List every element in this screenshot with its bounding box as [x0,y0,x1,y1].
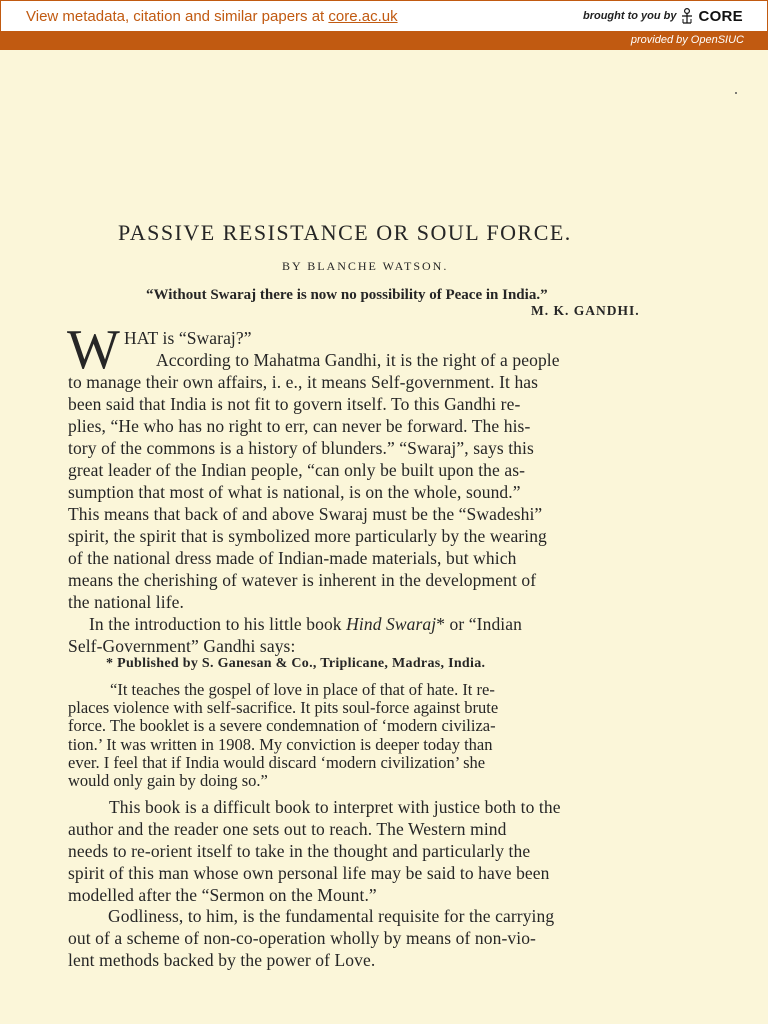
body-line: out of a scheme of non-co-operation wholly by means of non-vio- [68,928,536,948]
body-line: tory of the commons is a history of blunders.” “Swaraj”, says this [68,438,534,458]
quote-line: places violence with self-sacrifice. It pits soul-force against brute [68,698,499,717]
core-ac-uk-link[interactable]: core.ac.uk [328,8,398,25]
body-line: Godliness, to him, is the fundamental requisite for the carrying [108,906,555,926]
body-line: modelled after the “Sermon on the Mount.” [68,885,377,905]
body-line: great leader of the Indian people, “can only be built upon the as- [68,460,526,480]
body-line: plies, “He who has no right to err, can never be forward. The his- [68,416,531,436]
core-banner [0,0,768,32]
quote-line: force. The booklet is a severe condemnation of ‘modern civiliza- [68,716,496,735]
quote-line: would only gain by doing so.” [68,771,268,790]
core-branding[interactable] [583,7,743,25]
core-logo-icon [679,7,695,25]
brought-to-you-label: brought to you by [582,10,677,22]
book-intro-text: In the introduction to his little book [89,614,347,634]
body-line: lent methods backed by the power of Love. [68,950,376,970]
core-brand-name: CORE [698,7,743,25]
body-line: the national life. [68,592,184,612]
body-line: to manage their own affairs, i. e., it means Self-government. It has [68,372,539,392]
footnote: * Published by S. Ganesan & Co., Triplicane, Madras, India. [106,656,486,671]
body-line: HAT is “Swaraj?” [124,328,252,348]
epigraph-quote: “Without Swaraj there is now no possibility of Peace in India.” [146,287,548,303]
body-line: needs to re-orient itself to take in the thought and particularly the [68,841,531,861]
page-speck [735,92,737,94]
quote-line: ever. I feel that if India would discard ‘modern civilization’ she [68,753,486,772]
drop-cap: W [67,319,120,381]
quote-line: “It teaches the gospel of love in place of that of hate. It re- [110,680,495,699]
body-line: sumption that most of what is national, is on the whole, sound.” [68,482,521,502]
body-line: According to Mahatma Gandhi, it is the right of a people [156,350,560,370]
book-title-after: * or “Indian [436,614,522,634]
body-line: This book is a difficult book to interpret with justice both to the [109,797,561,817]
body-line: of the national dress made of Indian-made materials, but which [68,548,517,568]
body-line: means the cherishing of watever is inherent in the development of [68,570,537,590]
core-metadata-link[interactable] [26,8,398,25]
article-title: PASSIVE RESISTANCE OR SOUL FORCE. [118,220,572,245]
provided-by-label[interactable]: provided by OpenSIUC [630,34,744,46]
body-line: Self-Government” Gandhi says: [68,636,296,656]
body-line: spirit, the spirit that is symbolized more particularly by the wearing [68,526,547,546]
body-line: spirit of this man whose own personal life may be said to have been [68,863,550,883]
book-title-hind-swaraj: Hind Swaraj [346,614,437,634]
provided-by-bar [0,31,768,50]
quote-line: tion.’ It was written in 1908. My conviction is deeper today than [68,735,493,754]
epigraph-author: M. K. GANDHI. [531,303,640,318]
body-line: been said that India is not fit to govern itself. To this Gandhi re- [68,394,521,414]
body-line-book-intro [89,614,522,635]
core-metadata-prefix: View metadata, citation and similar papers at [26,8,329,25]
article-byline: BY BLANCHE WATSON. [282,259,449,273]
body-line: This means that back of and above Swaraj must be the “Swadeshi” [68,504,543,524]
body-line: author and the reader one sets out to reach. The Western mind [68,819,507,839]
